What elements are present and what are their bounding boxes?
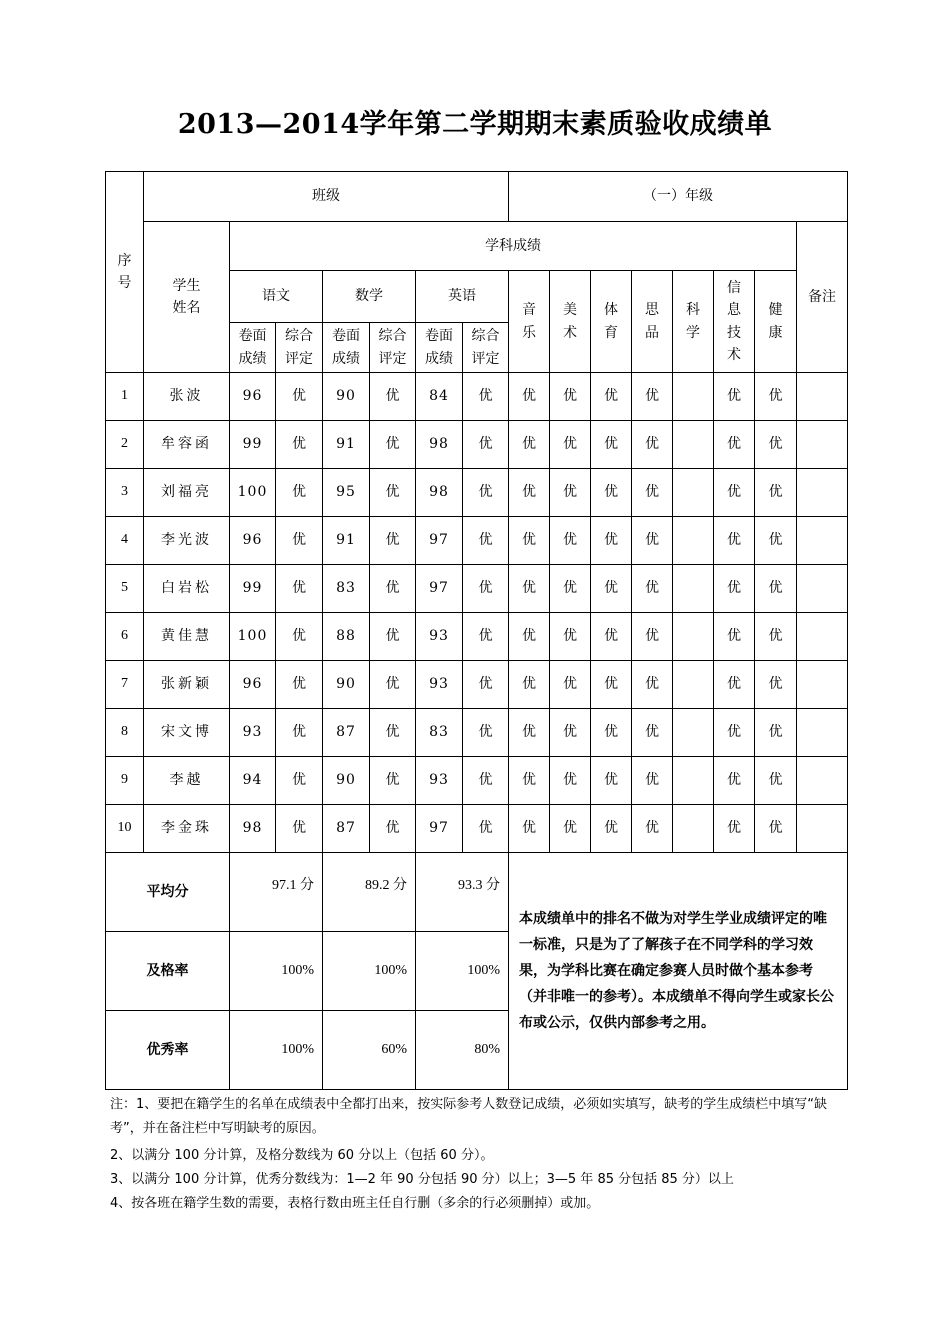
cell-health: 优 [755, 373, 797, 421]
cell-science [673, 469, 714, 517]
math-eval-header [370, 323, 416, 373]
cell-chinese-eval: 优 [276, 661, 323, 709]
cell-english-score: 98 [416, 469, 463, 517]
cell-art: 优 [550, 613, 591, 661]
grade-table [105, 171, 848, 1090]
cell-it: 优 [714, 421, 755, 469]
cell-health: 优 [755, 661, 797, 709]
cell-moral: 优 [632, 805, 673, 853]
cell-chinese-eval: 优 [276, 757, 323, 805]
cell-moral: 优 [632, 709, 673, 757]
pass-rate-row-label: 及格率 [106, 932, 230, 1011]
english-eval-header [463, 323, 509, 373]
cell-chinese-eval: 优 [276, 565, 323, 613]
class-value: （一）年级 [509, 172, 848, 222]
cell-art: 优 [550, 661, 591, 709]
cell-music: 优 [509, 373, 550, 421]
cell-english-score: 84 [416, 373, 463, 421]
cell-art: 优 [550, 517, 591, 565]
art-header-label: 美 术 [563, 302, 578, 341]
student-seq: 4 [106, 517, 144, 565]
cell-moral: 优 [632, 373, 673, 421]
cell-art: 优 [550, 469, 591, 517]
cell-pe: 优 [591, 421, 632, 469]
cell-it: 优 [714, 373, 755, 421]
cell-remark [797, 661, 848, 709]
cell-science [673, 613, 714, 661]
cell-science [673, 565, 714, 613]
cell-english-eval: 优 [463, 565, 509, 613]
cell-music: 优 [509, 421, 550, 469]
cell-health: 优 [755, 517, 797, 565]
pe-header-label: 体 育 [604, 302, 619, 341]
cell-chinese-score: 99 [230, 565, 276, 613]
cell-moral: 优 [632, 517, 673, 565]
cell-health: 优 [755, 757, 797, 805]
table-row [106, 757, 848, 805]
student-name: 李金珠 [144, 805, 230, 853]
cell-health: 优 [755, 421, 797, 469]
cell-science [673, 805, 714, 853]
cell-science [673, 709, 714, 757]
cell-english-eval: 优 [463, 373, 509, 421]
student-name: 刘福亮 [144, 469, 230, 517]
chinese-header: 语文 [230, 271, 323, 323]
cell-moral: 优 [632, 469, 673, 517]
cell-math-eval: 优 [370, 709, 416, 757]
footnote-4: 4、按各班在籍学生数的需要，表格行数由班主任自行删（多余的行必须删掉）或加。 [110, 1196, 600, 1211]
cell-english-eval: 优 [463, 805, 509, 853]
cell-pe: 优 [591, 469, 632, 517]
cell-remark [797, 469, 848, 517]
cell-music: 优 [509, 805, 550, 853]
student-name: 白岩松 [144, 565, 230, 613]
cell-remark [797, 565, 848, 613]
math-eval-label: 综合 评定 [378, 328, 407, 367]
cell-english-eval: 优 [463, 469, 509, 517]
seq-header [106, 172, 144, 373]
cell-pe: 优 [591, 805, 632, 853]
cell-chinese-eval: 优 [276, 469, 323, 517]
pass-rate-row-english: 100% [416, 932, 509, 1011]
english-paper-label: 卷面 成绩 [425, 328, 453, 367]
cell-art: 优 [550, 757, 591, 805]
seq-header-label: 序 号 [117, 252, 132, 291]
cell-moral: 优 [632, 565, 673, 613]
cell-art: 优 [550, 805, 591, 853]
table-row [106, 805, 848, 853]
cell-english-eval: 优 [463, 421, 509, 469]
english-header: 英语 [416, 271, 509, 323]
cell-it: 优 [714, 661, 755, 709]
music-header-label: 音 乐 [522, 302, 537, 341]
cell-moral: 优 [632, 613, 673, 661]
cell-math-eval: 优 [370, 757, 416, 805]
cell-science [673, 517, 714, 565]
math-paper-header [323, 323, 370, 373]
cell-chinese-score: 93 [230, 709, 276, 757]
cell-health: 优 [755, 565, 797, 613]
cell-chinese-score: 96 [230, 517, 276, 565]
average-row [106, 853, 848, 932]
student-seq: 3 [106, 469, 144, 517]
it-header-label: 信 息 技 术 [727, 279, 742, 363]
cell-remark [797, 373, 848, 421]
cell-english-score: 93 [416, 661, 463, 709]
table-row [106, 613, 848, 661]
remarks-header: 备注 [797, 222, 848, 373]
pass-rate-row-math: 100% [323, 932, 416, 1011]
cell-english-score: 83 [416, 709, 463, 757]
student-seq: 10 [106, 805, 144, 853]
science-header [673, 271, 714, 373]
cell-pe: 优 [591, 613, 632, 661]
chinese-paper-label: 卷面 成绩 [238, 328, 267, 367]
cell-pe: 优 [591, 517, 632, 565]
cell-moral: 优 [632, 661, 673, 709]
cell-english-score: 97 [416, 805, 463, 853]
student-name: 李越 [144, 757, 230, 805]
cell-pe: 优 [591, 757, 632, 805]
cell-remark [797, 709, 848, 757]
student-name: 牟容函 [144, 421, 230, 469]
cell-math-score: 91 [323, 421, 370, 469]
cell-remark [797, 421, 848, 469]
cell-chinese-eval: 优 [276, 373, 323, 421]
cell-pe: 优 [591, 373, 632, 421]
student-seq: 2 [106, 421, 144, 469]
cell-health: 优 [755, 709, 797, 757]
table-row [106, 469, 848, 517]
class-label: 班级 [144, 172, 509, 222]
cell-music: 优 [509, 613, 550, 661]
student-seq: 5 [106, 565, 144, 613]
table-row [106, 421, 848, 469]
cell-remark [797, 805, 848, 853]
cell-chinese-score: 99 [230, 421, 276, 469]
math-header: 数学 [323, 271, 416, 323]
cell-english-score: 98 [416, 421, 463, 469]
excellent-rate-row-english: 80% [416, 1011, 509, 1090]
cell-music: 优 [509, 757, 550, 805]
cell-math-eval: 优 [370, 421, 416, 469]
cell-it: 优 [714, 517, 755, 565]
cell-music: 优 [509, 709, 550, 757]
excellent-rate-row-label: 优秀率 [106, 1011, 230, 1090]
cell-english-eval: 优 [463, 517, 509, 565]
cell-math-score: 83 [323, 565, 370, 613]
cell-it: 优 [714, 613, 755, 661]
cell-english-eval: 优 [463, 709, 509, 757]
cell-remark [797, 757, 848, 805]
average-row-chinese: 97.1 分 [230, 853, 323, 932]
average-row-english: 93.3 分 [416, 853, 509, 932]
english-paper-header [416, 323, 463, 373]
cell-chinese-eval: 优 [276, 613, 323, 661]
footnote-3: 3、以满分 100 分计算，优秀分数线为：1—2 年 90 分包括 90 分）以上；3—5 年 85 分包括 85 分）以上 [110, 1172, 734, 1187]
student-name: 李光波 [144, 517, 230, 565]
cell-health: 优 [755, 613, 797, 661]
cell-chinese-score: 94 [230, 757, 276, 805]
cell-art: 优 [550, 373, 591, 421]
student-name: 张新颖 [144, 661, 230, 709]
cell-math-score: 90 [323, 373, 370, 421]
cell-chinese-eval: 优 [276, 517, 323, 565]
cell-math-score: 95 [323, 469, 370, 517]
cell-english-eval: 优 [463, 613, 509, 661]
table-row [106, 709, 848, 757]
it-header [714, 271, 755, 373]
cell-music: 优 [509, 517, 550, 565]
cell-english-score: 93 [416, 757, 463, 805]
table-row [106, 517, 848, 565]
student-seq: 6 [106, 613, 144, 661]
subject-scores-header: 学科成绩 [230, 222, 797, 271]
cell-math-eval: 优 [370, 565, 416, 613]
cell-moral: 优 [632, 421, 673, 469]
excellent-rate-row-chinese: 100% [230, 1011, 323, 1090]
cell-chinese-score: 96 [230, 373, 276, 421]
cell-it: 优 [714, 469, 755, 517]
average-row-math: 89.2 分 [323, 853, 416, 932]
cell-pe: 优 [591, 565, 632, 613]
table-row [106, 661, 848, 709]
cell-moral: 优 [632, 757, 673, 805]
student-seq: 1 [106, 373, 144, 421]
cell-pe: 优 [591, 709, 632, 757]
chinese-eval-header [276, 323, 323, 373]
table-row [106, 565, 848, 613]
cell-english-score: 93 [416, 613, 463, 661]
health-header-label: 健 康 [768, 302, 783, 341]
science-header-label: 科 学 [686, 302, 701, 341]
cell-science [673, 661, 714, 709]
cell-chinese-score: 98 [230, 805, 276, 853]
music-header [509, 271, 550, 373]
cell-english-eval: 优 [463, 661, 509, 709]
cell-art: 优 [550, 421, 591, 469]
cell-math-eval: 优 [370, 613, 416, 661]
cell-health: 优 [755, 805, 797, 853]
cell-math-eval: 优 [370, 661, 416, 709]
disclaimer-note: 本成绩单中的排名不做为对学生学业成绩评定的唯一标准，只是为了了解孩子在不同学科的学习效果，为学科比赛在确定参赛人员时做个基本参考（并非唯一的参考）。本成绩单不得向学生或家长公布或公示，仅供内部参考之用。 [509, 853, 848, 1090]
cell-english-score: 97 [416, 565, 463, 613]
student-name: 黄佳慧 [144, 613, 230, 661]
cell-science [673, 421, 714, 469]
cell-chinese-score: 96 [230, 661, 276, 709]
cell-health: 优 [755, 469, 797, 517]
math-paper-label: 卷面 成绩 [332, 328, 360, 367]
moral-header-label: 思 品 [645, 302, 660, 341]
student-seq: 7 [106, 661, 144, 709]
cell-science [673, 757, 714, 805]
cell-chinese-eval: 优 [276, 421, 323, 469]
footnote-1: 注：1、要把在籍学生的名单在成绩表中全都打出来，按实际参考人数登记成绩，必须如实填写，缺考的学生成绩栏中填写“缺考”，并在备注栏中写明缺考的原因。 [110, 1097, 828, 1136]
cell-math-score: 91 [323, 517, 370, 565]
cell-math-score: 87 [323, 709, 370, 757]
table-row [106, 373, 848, 421]
cell-math-eval: 优 [370, 373, 416, 421]
cell-it: 优 [714, 709, 755, 757]
cell-remark [797, 613, 848, 661]
pe-header [591, 271, 632, 373]
footnote-2: 2、以满分 100 分计算，及格分数线为 60 分以上（包括 60 分）。 [110, 1148, 494, 1163]
student-seq: 9 [106, 757, 144, 805]
excellent-rate-row-math: 60% [323, 1011, 416, 1090]
average-row-label: 平均分 [106, 853, 230, 932]
student-seq: 8 [106, 709, 144, 757]
english-eval-label: 综合 评定 [471, 328, 500, 367]
cell-music: 优 [509, 469, 550, 517]
cell-music: 优 [509, 565, 550, 613]
cell-music: 优 [509, 661, 550, 709]
cell-math-score: 90 [323, 757, 370, 805]
cell-english-eval: 优 [463, 757, 509, 805]
cell-math-eval: 优 [370, 805, 416, 853]
cell-it: 优 [714, 565, 755, 613]
cell-math-score: 90 [323, 661, 370, 709]
cell-it: 优 [714, 805, 755, 853]
cell-chinese-eval: 优 [276, 709, 323, 757]
cell-math-eval: 优 [370, 517, 416, 565]
cell-pe: 优 [591, 661, 632, 709]
chinese-eval-label: 综合 评定 [285, 328, 313, 367]
cell-chinese-eval: 优 [276, 805, 323, 853]
cell-math-score: 88 [323, 613, 370, 661]
student-name: 宋文博 [144, 709, 230, 757]
student-name-header [144, 222, 230, 373]
cell-english-score: 97 [416, 517, 463, 565]
cell-chinese-score: 100 [230, 469, 276, 517]
cell-math-score: 87 [323, 805, 370, 853]
cell-math-eval: 优 [370, 469, 416, 517]
pass-rate-row-chinese: 100% [230, 932, 323, 1011]
chinese-paper-header [230, 323, 276, 373]
student-name-header-label: 学生 姓名 [172, 277, 201, 316]
cell-art: 优 [550, 565, 591, 613]
moral-header [632, 271, 673, 373]
cell-art: 优 [550, 709, 591, 757]
cell-chinese-score: 100 [230, 613, 276, 661]
cell-science [673, 373, 714, 421]
cell-it: 优 [714, 757, 755, 805]
student-name: 张波 [144, 373, 230, 421]
cell-remark [797, 517, 848, 565]
page-title: 2013—2014学年第二学期期末素质验收成绩单 [177, 109, 773, 140]
footnotes [110, 1093, 850, 1216]
health-header [755, 271, 797, 373]
art-header [550, 271, 591, 373]
